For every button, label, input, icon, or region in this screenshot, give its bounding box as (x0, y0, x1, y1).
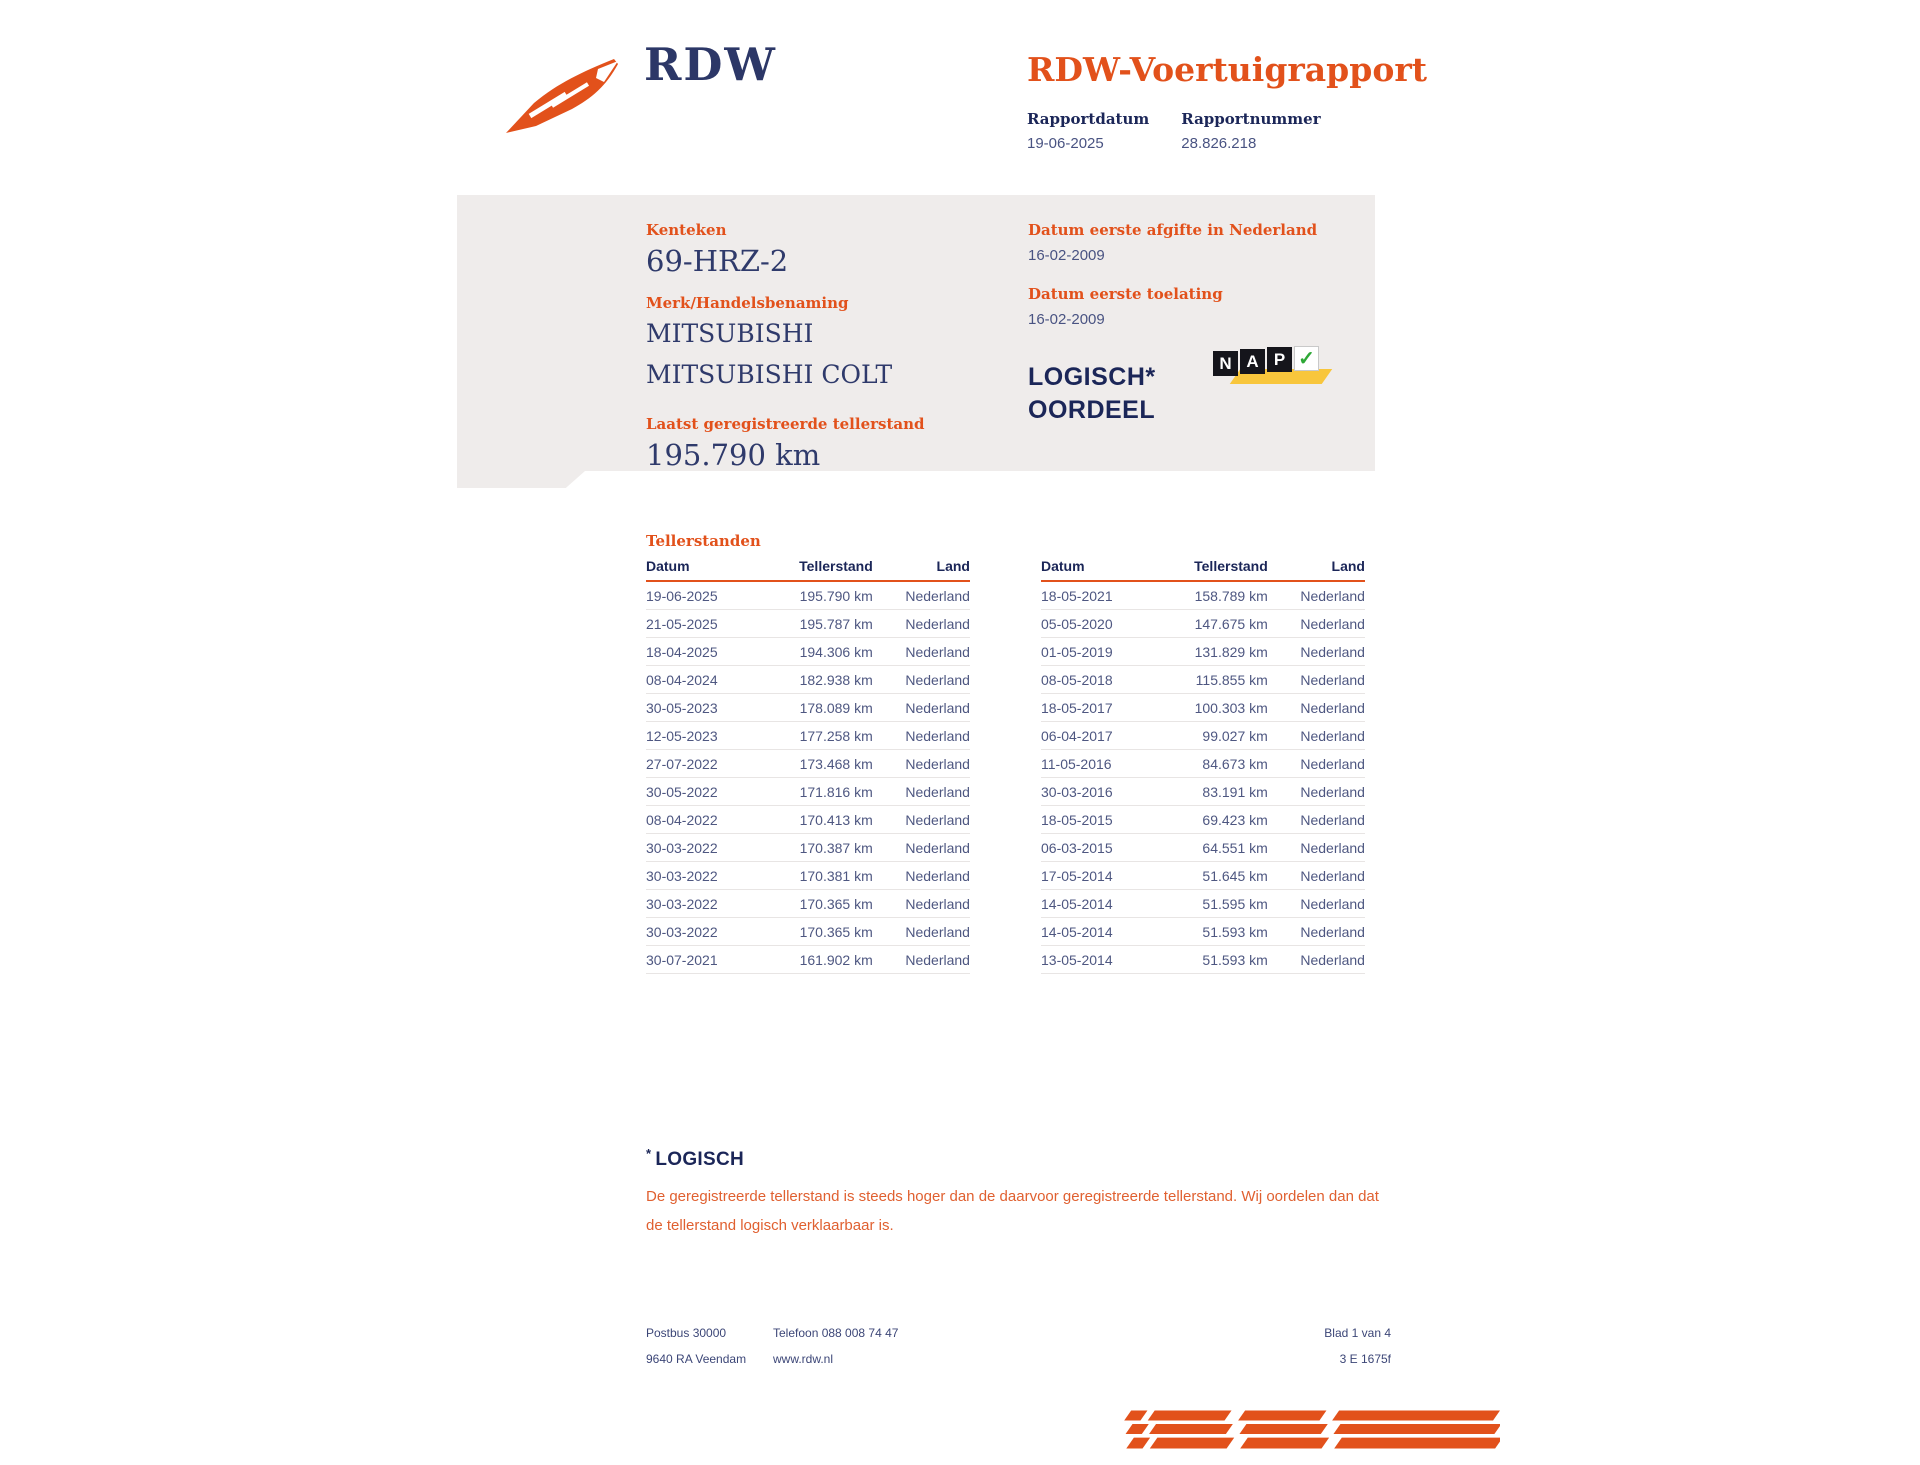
oordeel-verdict (1028, 361, 1156, 427)
cell-datum: 30-03-2016 (1041, 783, 1113, 800)
cell-tellerstand: 69.423 km (1202, 811, 1268, 828)
cell-datum: 01-05-2019 (1041, 643, 1113, 660)
table-row (646, 778, 970, 806)
cell-land: Nederland (905, 727, 970, 744)
cell-land: Nederland (905, 587, 970, 604)
cell-land: Nederland (1300, 839, 1365, 856)
cell-tellerstand: 131.829 km (1194, 643, 1268, 660)
cell-land: Nederland (905, 699, 970, 716)
cell-datum: 18-05-2021 (1041, 587, 1113, 604)
tellerstand-value: 195.790 km (646, 438, 821, 472)
cell-land: Nederland (1300, 783, 1365, 800)
cell-tellerstand: 170.413 km (799, 811, 873, 828)
cell-tellerstand: 194.306 km (799, 643, 873, 660)
cell-tellerstand: 177.258 km (799, 727, 873, 744)
nap-check-icon: ✓ (1294, 346, 1319, 371)
cell-land: Nederland (905, 811, 970, 828)
cell-datum: 30-03-2022 (646, 839, 718, 856)
column-header-datum: Datum (1041, 558, 1085, 574)
cell-land: Nederland (1300, 727, 1365, 744)
meta-value: 19-06-2025 (1027, 135, 1104, 152)
cell-datum: 08-05-2018 (1041, 671, 1113, 688)
table-row (646, 918, 970, 946)
cell-tellerstand: 51.593 km (1202, 923, 1268, 940)
table-row (1041, 694, 1365, 722)
cell-datum: 30-05-2022 (646, 783, 718, 800)
tellerstanden-table-right (1041, 558, 1365, 974)
cell-land: Nederland (905, 643, 970, 660)
table-row (646, 890, 970, 918)
cell-land: Nederland (1300, 951, 1365, 968)
logisch-text: De geregistreerde tellerstand is steeds hoger dan de daarvoor geregistreerde tellerstand. Wij oordelen dan dat de tellerstand logisch verklaarbaar is. (646, 1188, 1379, 1234)
cell-datum: 30-03-2022 (646, 895, 718, 912)
cell-tellerstand: 147.675 km (1194, 615, 1268, 632)
cell-land: Nederland (905, 867, 970, 884)
table-row (1041, 806, 1365, 834)
cell-datum: 17-05-2014 (1041, 867, 1113, 884)
cell-tellerstand: 115.855 km (1195, 671, 1268, 688)
cell-land: Nederland (1300, 587, 1365, 604)
cell-tellerstand: 99.027 km (1202, 727, 1268, 744)
nap-letter-n: N (1213, 351, 1238, 376)
page-footer (646, 1320, 1391, 1372)
meta-label: Rapportnummer (1181, 110, 1321, 128)
box-tail-shape (457, 471, 585, 488)
cell-land: Nederland (905, 615, 970, 632)
cell-tellerstand: 158.789 km (1194, 587, 1268, 604)
logisch-heading-text: LOGISCH (655, 1149, 745, 1170)
cell-land: Nederland (1300, 671, 1365, 688)
cell-land: Nederland (1300, 699, 1365, 716)
cell-datum: 18-04-2025 (646, 643, 718, 660)
tellerstanden-table-left (646, 558, 970, 974)
cell-tellerstand: 171.816 km (799, 783, 873, 800)
table-row (646, 610, 970, 638)
cell-land: Nederland (1300, 923, 1365, 940)
page-title: RDW-Voertuigrapport (1027, 50, 1427, 89)
table-row (646, 722, 970, 750)
vehicle-summary-box (457, 195, 1375, 471)
cell-datum: 06-04-2017 (1041, 727, 1113, 744)
table-row (646, 834, 970, 862)
table-row (646, 582, 970, 610)
footer-address-line2: 9640 RA Veendam (646, 1352, 747, 1366)
cell-land: Nederland (905, 923, 970, 940)
footer-page-number: Blad 1 van 4 (1324, 1326, 1391, 1340)
footer-address-line1: Postbus 30000 (646, 1326, 727, 1340)
summary-left-column (646, 221, 925, 472)
cell-datum: 14-05-2014 (1041, 923, 1113, 940)
cell-tellerstand: 170.365 km (799, 895, 873, 912)
cell-datum: 06-03-2015 (1041, 839, 1113, 856)
cell-tellerstand: 170.381 km (799, 867, 873, 884)
cell-datum: 11-05-2016 (1041, 755, 1112, 772)
cell-tellerstand: 64.551 km (1202, 839, 1268, 856)
toelating-value: 16-02-2009 (1028, 311, 1105, 328)
column-header-datum: Datum (646, 558, 690, 574)
table-row (646, 694, 970, 722)
cell-tellerstand: 161.902 km (799, 951, 873, 968)
cell-tellerstand: 51.593 km (1202, 951, 1268, 968)
afgifte-value: 16-02-2009 (1028, 247, 1105, 264)
column-header-land: Land (1331, 558, 1365, 574)
nap-letter-p: P (1267, 347, 1292, 372)
table-row (646, 638, 970, 666)
table-row (646, 806, 970, 834)
cell-land: Nederland (1300, 643, 1365, 660)
footer-website: www.rdw.nl (773, 1352, 834, 1366)
cell-datum: 18-05-2017 (1041, 699, 1113, 716)
table-row (1041, 862, 1365, 890)
cell-datum: 30-07-2021 (646, 951, 718, 968)
cell-land: Nederland (905, 671, 970, 688)
tellerstanden-tables (646, 558, 1365, 974)
table-row (1041, 582, 1365, 610)
nap-logo (1213, 347, 1333, 393)
rdw-stripes-graphic (1048, 1408, 1500, 1465)
cell-land: Nederland (1300, 755, 1365, 772)
kenteken-value: 69-HRZ-2 (646, 244, 789, 278)
report-meta-item (1027, 110, 1149, 152)
column-header-land: Land (936, 558, 970, 574)
afgifte-label: Datum eerste afgifte in Nederland (1028, 221, 1318, 239)
cell-tellerstand: 182.938 km (799, 671, 873, 688)
table-row (646, 666, 970, 694)
cell-tellerstand: 195.790 km (799, 587, 873, 604)
logisch-explanation (646, 1146, 1398, 1240)
cell-tellerstand: 84.673 km (1202, 755, 1268, 772)
cell-tellerstand: 100.303 km (1194, 699, 1268, 716)
cell-tellerstand: 51.645 km (1202, 867, 1268, 884)
logisch-heading (646, 1146, 1398, 1171)
cell-datum: 30-03-2022 (646, 867, 718, 884)
cell-tellerstand: 51.595 km (1202, 895, 1268, 912)
oordeel-line1: LOGISCH* (1028, 363, 1156, 391)
rdw-flag-icon (500, 56, 622, 139)
cell-datum: 30-03-2022 (646, 923, 718, 940)
cell-tellerstand: 178.089 km (799, 699, 873, 716)
cell-datum: 08-04-2024 (646, 671, 718, 688)
footer-form-code: 3 E 1675f (1339, 1352, 1391, 1366)
brand-wordmark: RDW (644, 38, 777, 91)
oordeel-line2: OORDEEL (1028, 396, 1156, 424)
cell-datum: 08-04-2022 (646, 811, 718, 828)
cell-datum: 14-05-2014 (1041, 895, 1113, 912)
cell-datum: 18-05-2015 (1041, 811, 1113, 828)
cell-land: Nederland (905, 895, 970, 912)
tellerstanden-section-title: Tellerstanden (646, 532, 761, 550)
table-row (646, 862, 970, 890)
table-row (1041, 946, 1365, 974)
cell-land: Nederland (905, 951, 970, 968)
table-header (646, 558, 970, 582)
cell-land: Nederland (1300, 811, 1365, 828)
cell-datum: 12-05-2023 (646, 727, 718, 744)
table-row (1041, 722, 1365, 750)
table-row (1041, 834, 1365, 862)
cell-tellerstand: 173.468 km (799, 755, 873, 772)
cell-land: Nederland (905, 783, 970, 800)
asterisk-mark: * (646, 1146, 652, 1161)
table-row (1041, 638, 1365, 666)
merk-value-line2: MITSUBISHI COLT (646, 360, 893, 389)
cell-tellerstand: 83.191 km (1202, 783, 1268, 800)
cell-datum: 05-05-2020 (1041, 615, 1113, 632)
table-row (1041, 890, 1365, 918)
cell-datum: 19-06-2025 (646, 587, 718, 604)
cell-land: Nederland (905, 755, 970, 772)
cell-land: Nederland (1300, 895, 1365, 912)
table-row (1041, 778, 1365, 806)
cell-land: Nederland (1300, 867, 1365, 884)
cell-datum: 27-07-2022 (646, 755, 718, 772)
tellerstand-label: Laatst geregistreerde tellerstand (646, 415, 925, 433)
meta-value: 28.826.218 (1181, 135, 1257, 152)
merk-label: Merk/Handelsbenaming (646, 294, 849, 312)
cell-tellerstand: 170.387 km (799, 839, 873, 856)
cell-datum: 21-05-2025 (646, 615, 718, 632)
table-row (1041, 750, 1365, 778)
cell-tellerstand: 170.365 km (799, 923, 873, 940)
table-row (1041, 610, 1365, 638)
merk-value-line1: MITSUBISHI (646, 319, 814, 348)
table-row (1041, 918, 1365, 946)
meta-label: Rapportdatum (1027, 110, 1150, 128)
nap-letter-a: A (1240, 349, 1265, 374)
toelating-label: Datum eerste toelating (1028, 285, 1223, 303)
table-row (1041, 666, 1365, 694)
cell-land: Nederland (905, 839, 970, 856)
table-row (646, 946, 970, 974)
kenteken-label: Kenteken (646, 221, 727, 239)
column-header-tellerstand: Tellerstand (1194, 558, 1268, 574)
column-header-tellerstand: Tellerstand (799, 558, 873, 574)
summary-right-column (1028, 221, 1368, 328)
report-meta-item (1181, 110, 1320, 152)
cell-land: Nederland (1300, 615, 1365, 632)
cell-datum: 30-05-2023 (646, 699, 718, 716)
footer-phone: Telefoon 088 008 74 47 (773, 1326, 899, 1340)
table-row (646, 750, 970, 778)
table-header (1041, 558, 1365, 582)
report-meta (1027, 110, 1321, 152)
cell-tellerstand: 195.787 km (799, 615, 873, 632)
cell-datum: 13-05-2014 (1041, 951, 1113, 968)
